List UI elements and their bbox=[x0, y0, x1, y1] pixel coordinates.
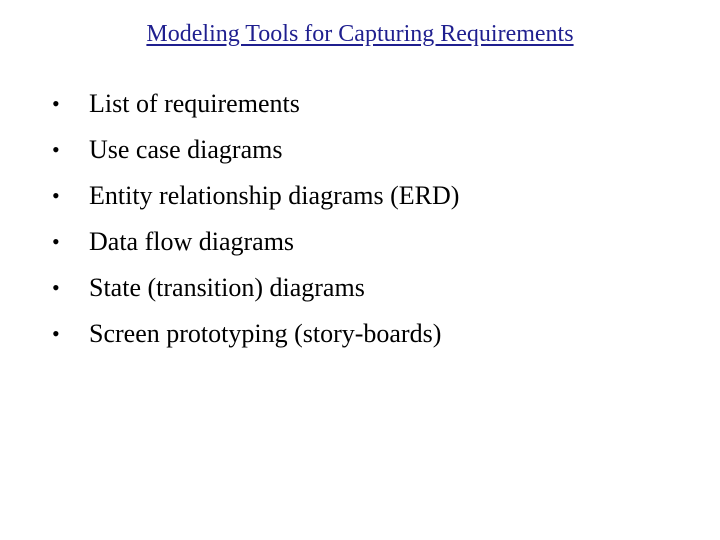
list-item-text: Screen prototyping (story-boards) bbox=[89, 319, 442, 348]
list-item-text: Use case diagrams bbox=[89, 135, 283, 164]
bullet-icon: • bbox=[52, 137, 60, 162]
bullet-icon: • bbox=[52, 229, 60, 254]
list-item-text: Entity relationship diagrams (ERD) bbox=[89, 181, 460, 210]
list-item-text: Data flow diagrams bbox=[89, 227, 295, 256]
bullet-icon: • bbox=[52, 275, 60, 300]
list-item-text: State (transition) diagrams bbox=[89, 273, 365, 302]
slide-title: Modeling Tools for Capturing Requirements bbox=[146, 21, 574, 47]
bullet-icon: • bbox=[52, 321, 60, 346]
bullet-icon: • bbox=[52, 91, 60, 116]
bullet-icon: • bbox=[52, 183, 60, 208]
list-item-text: List of requirements bbox=[89, 89, 300, 118]
